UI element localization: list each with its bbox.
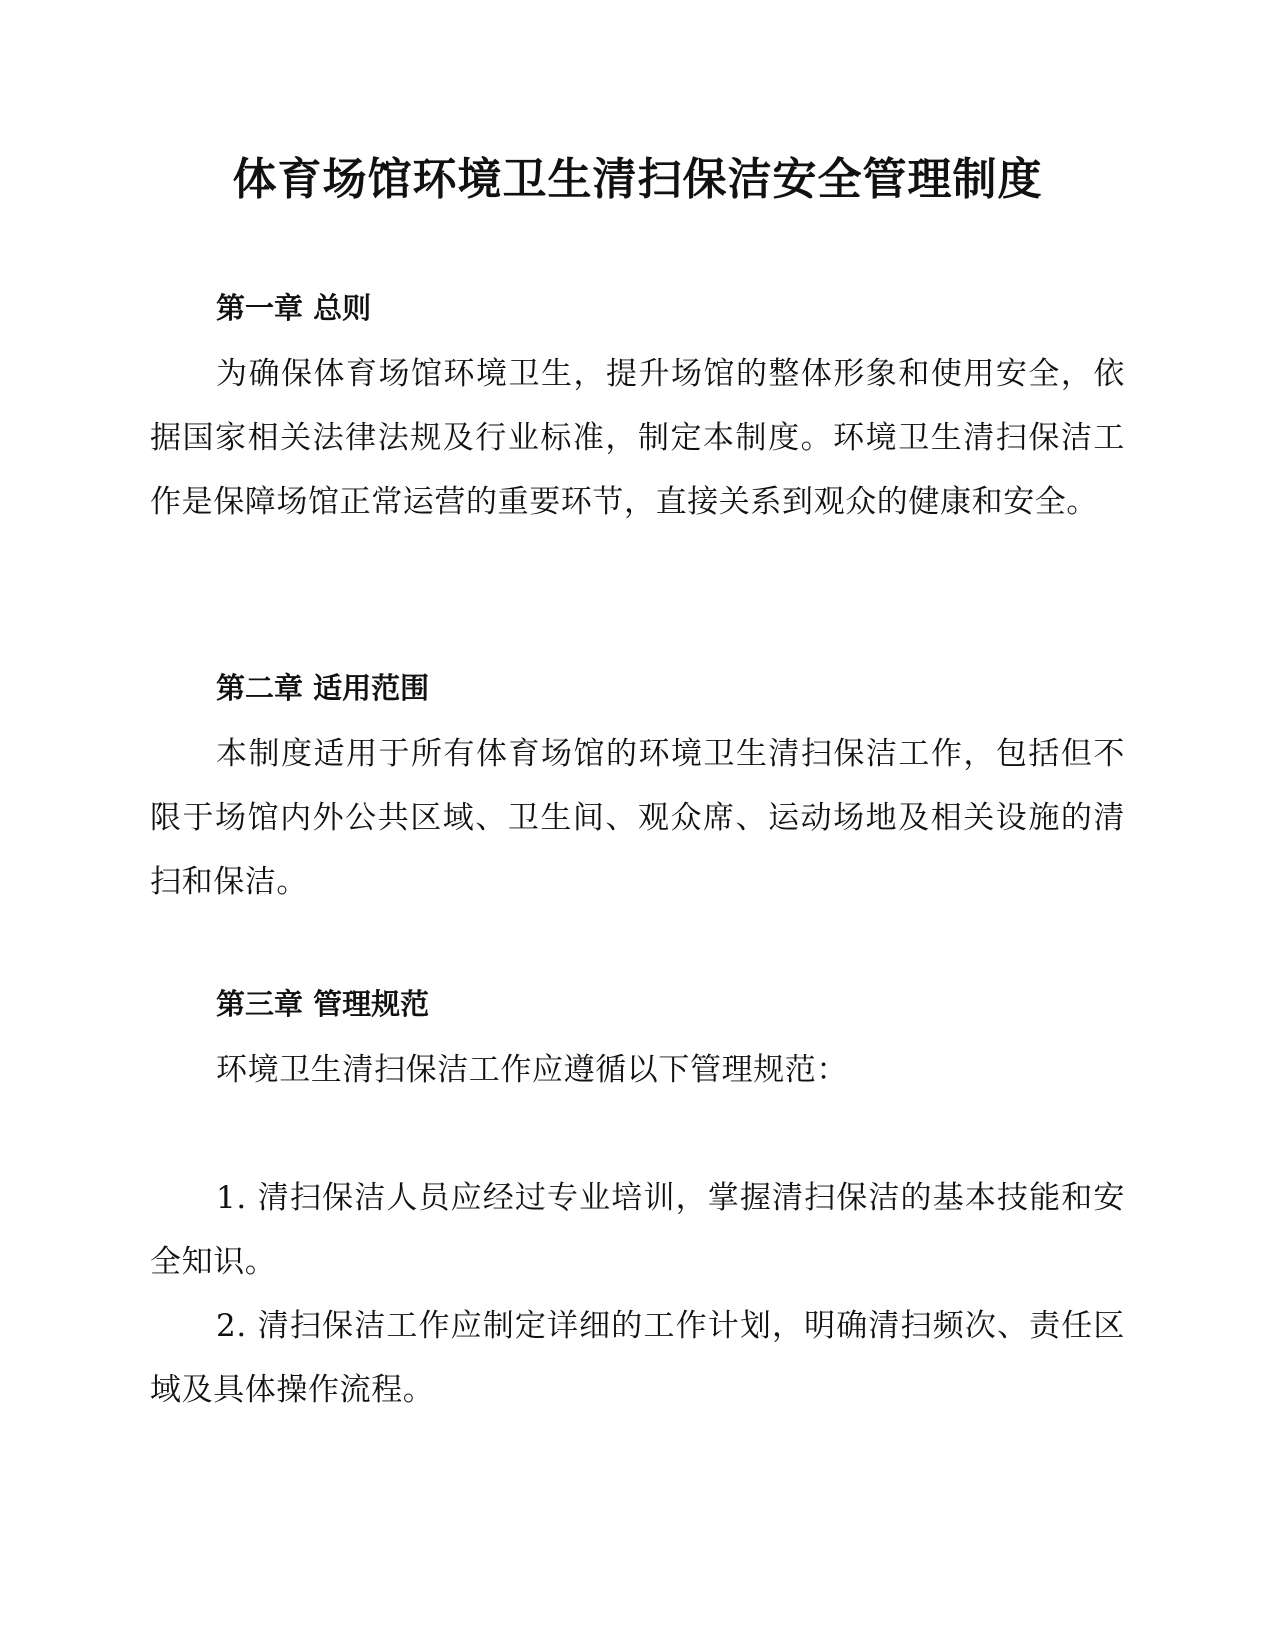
chapter-3-item-2: 2. 清扫保洁工作应制定详细的工作计划，明确清扫频次、责任区域及具体操作流程。 [150,1308,1125,1408]
chapter-1-heading: 第一章 总则 [216,291,372,325]
chapter-1-paragraph-1: 为确保体育场馆环境卫生，提升场馆的整体形象和使用安全，依据国家相关法律法规及行业标准，制定本制度。环境卫生清扫保洁工作是保障场馆正常运营的重要环节，直接关系到观众的健康和安全。 [150,356,1125,520]
document-title: 体育场馆环境卫生清扫保洁安全管理制度 [232,154,1043,205]
chapter-3-intro: 环境卫生清扫保洁工作应遵循以下管理规范： [216,1052,848,1088]
chapter-2-paragraph-1: 本制度适用于所有体育场馆的环境卫生清扫保洁工作，包括但不限于场馆内外公共区域、卫生间、观众席、运动场地及相关设施的清扫和保洁。 [150,736,1125,900]
chapter-2-heading: 第二章 适用范围 [216,671,430,705]
chapter-3-item-1: 1. 清扫保洁人员应经过专业培训，掌握清扫保洁的基本技能和安全知识。 [150,1180,1125,1280]
chapter-3-heading: 第三章 管理规范 [216,987,430,1021]
